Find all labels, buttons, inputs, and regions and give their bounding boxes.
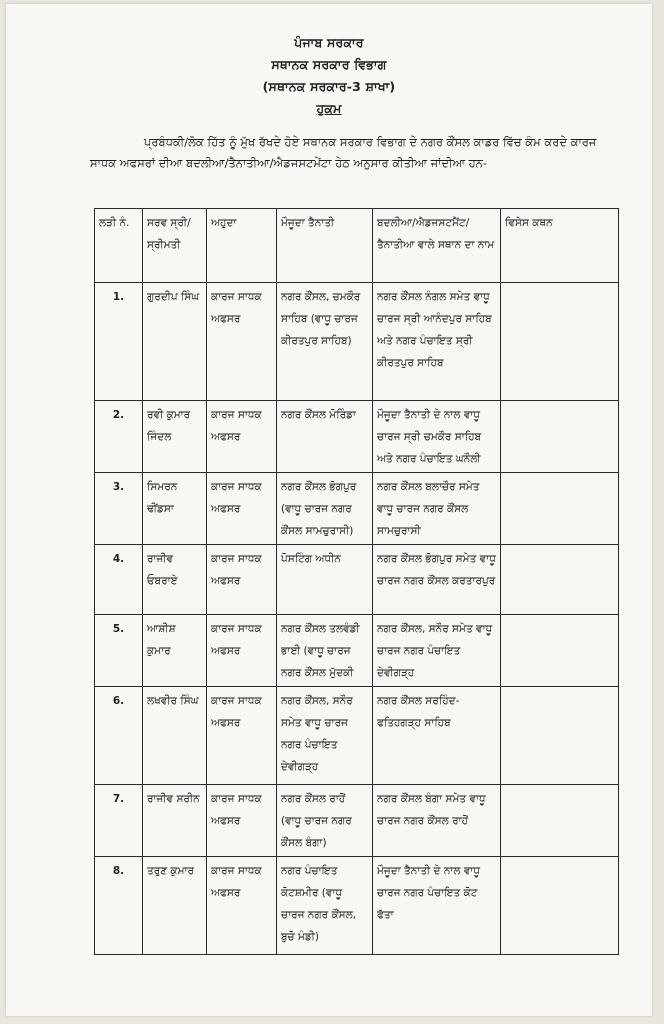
cell-current-posting: ਨਗਰ ਕੌਂਸਲ ਤਲਵੰਡੀ ਭਾਈ (ਵਾਧੂ ਚਾਰਜ ਨਗਰ ਕੌਂਸਲ ਮੁੱਦਕੀ <box>277 615 373 687</box>
cell-designation: ਕਾਰਜ ਸਾਧਕ ਅਫਸਰ <box>207 401 277 473</box>
cell-current-posting: ਨਗਰ ਕੌਂਸਲ, ਚਮਕੌਰ ਸਾਹਿਬ (ਵਾਧੂ ਚਾਰਜ ਕੀਰਤਪੁਰ ਸਾਹਿਬ) <box>277 283 373 401</box>
table-row <box>95 615 619 687</box>
column-header-new-posting: ਬਦਲੀਆ/ਐਡਜਸਟਮੈਂਟ/ ਤੈਨਾਤੀਆ ਵਾਲੇ ਸਥਾਨ ਦਾ ਨਾਮ <box>373 209 501 283</box>
cell-current-posting: ਨਗਰ ਪੰਚਾਇਤ ਕੋਟਸ਼ਮੀਰ (ਵਾਧੂ ਚਾਰਜ ਨਗਰ ਕੌਂਸਲ, ਬੁਚੋ ਮੰਡੀ) <box>277 857 373 955</box>
government-title: ਪੰਜਾਬ ਸਰਕਾਰ <box>294 35 364 50</box>
intro-paragraph: ਪ੍ਰਬੰਧਕੀ/ਲੋਕ ਹਿੱਤ ਨੂੰ ਮੁੱਖ ਰੱਖਦੇ ਹੋਏ ਸਥਾਨਕ ਸਰਕਾਰ ਵਿਭਾਗ ਦੇ ਨਗਰ ਕੌਂਸਲ ਕਾਡਰ ਵਿੱਚ ਕੰਮ ਕਰਦੇ ਕਾਰਜ ਸਾਧਕ ਅਫਸਰਾਂ ਦੀਆ ਬਦਲੀਆ/ਤੈਨਾਤੀਆ/ਐਡਜਸਟਮੇਂਟਾ ਹੇਠ ਅਨੁਸਾਰ ਕੀਤੀਆ ਜਾਂਦੀਆ ਹਨ- <box>90 135 597 170</box>
cell-remarks <box>501 687 619 785</box>
table-row <box>95 473 619 545</box>
cell-remarks <box>501 545 619 615</box>
table-row <box>95 785 619 857</box>
cell-sno: 1. <box>95 283 143 401</box>
cell-sno: 7. <box>95 785 143 857</box>
cell-name: ਆਸ਼ੀਸ਼ ਕੁਮਾਰ <box>143 615 207 687</box>
cell-name: ਰਾਜੀਵ ਸਰੀਨ <box>143 785 207 857</box>
cell-designation: ਕਾਰਜ ਸਾਧਕ ਅਫਸਰ <box>207 687 277 785</box>
cell-designation: ਕਾਰਜ ਸਾਧਕ ਅਫਸਰ <box>207 283 277 401</box>
cell-remarks <box>501 615 619 687</box>
cell-designation: ਕਾਰਜ ਸਾਧਕ ਅਫਸਰ <box>207 785 277 857</box>
order-title: ਹੁਕਮ <box>316 101 342 116</box>
table-row <box>95 687 619 785</box>
cell-current-posting: ਪੋਸਟਿੰਗ ਅਧੀਨ <box>277 545 373 615</box>
column-header-designation: ਅਹੁਦਾ <box>207 209 277 283</box>
cell-new-posting: ਨਗਰ ਕੌਂਸਲ ਨੰਗਲ ਸਮੇਤ ਵਾਧੂ ਚਾਰਜ ਸ੍ਰੀ ਆਨੰਦਪੁਰ ਸਾਹਿਬ ਅਤੇ ਨਗਰ ਪੰਚਾਇਤ ਸ੍ਰੀ ਕੀਰਤਪੁਰ ਸਾਹਿਬ <box>373 283 501 401</box>
cell-designation: ਕਾਰਜ ਸਾਧਕ ਅਫਸਰ <box>207 857 277 955</box>
cell-new-posting: ਨਗਰ ਕੌਂਸਲ, ਸਨੌਰ ਸਮੇਤ ਵਾਧੂ ਚਾਰਜ ਨਗਰ ਪੰਚਾਇਤ ਦੇਵੀਗੜ੍ਹ <box>373 615 501 687</box>
table-row <box>95 401 619 473</box>
cell-current-posting: ਨਗਰ ਕੌਂਸਲ, ਸਨੌਰ ਸਮੇਤ ਵਾਧੂ ਚਾਰਜ ਨਗਰ ਪੰਚਾਇਤ ਦੇਵੀਗੜ੍ਹ <box>277 687 373 785</box>
table-header-row <box>95 209 619 283</box>
cell-sno: 5. <box>95 615 143 687</box>
department-title: ਸਥਾਨਕ ਸਰਕਾਰ ਵਿਭਾਗ <box>271 57 387 72</box>
column-header-sno: ਲੜੀ ਨੰ. <box>95 209 143 283</box>
cell-remarks <box>501 401 619 473</box>
cell-sno: 2. <box>95 401 143 473</box>
cell-current-posting: ਨਗਰ ਕੌਂਸਲ ਰਾਹੋਂ (ਵਾਧੂ ਚਾਰਜ ਨਗਰ ਕੌਂਸਲ ਬੰਗਾ) <box>277 785 373 857</box>
cell-current-posting: ਨਗਰ ਕੌਂਸਲ ਭੋਗਪੁਰ (ਵਾਧੂ ਚਾਰਜ ਨਗਰ ਕੌਂਸਲ ਸਾਮਚੁਰਾਸੀ) <box>277 473 373 545</box>
cell-new-posting: ਨਗਰ ਕੌਂਸਲ ਭੋਗਪੁਰ ਸਮੇਤ ਵਾਧੂ ਚਾਰਜ ਨਗਰ ਕੌਂਸਲ ਕਰਤਾਰਪੁਰ <box>373 545 501 615</box>
cell-remarks <box>501 473 619 545</box>
document-header <box>6 32 652 120</box>
cell-current-posting: ਨਗਰ ਕੌਂਸਲ ਮੋਰਿੰਡਾ <box>277 401 373 473</box>
column-header-name: ਸਰਵ ਸ੍ਰੀ/ਸ੍ਰੀਮਤੀ <box>143 209 207 283</box>
cell-remarks <box>501 283 619 401</box>
cell-new-posting: ਮੌਜੂਦਾ ਤੈਨਾਤੀ ਦੇ ਨਾਲ ਵਾਧੂ ਚਾਰਜ ਨਗਰ ਪੰਚਾਇਤ ਕੋਟ ਫੱਤਾ <box>373 857 501 955</box>
cell-sno: 3. <box>95 473 143 545</box>
cell-new-posting: ਨਗਰ ਕੌਂਸਲ ਸਰਹਿੰਦ-ਫਤਿਹਗੜ੍ਹ ਸਾਹਿਬ <box>373 687 501 785</box>
column-header-remarks: ਵਿਸੇਸ ਕਥਨ <box>501 209 619 283</box>
cell-sno: 4. <box>95 545 143 615</box>
cell-remarks <box>501 857 619 955</box>
cell-name: ਰਾਜੀਵ ਓਬਰਾਏ <box>143 545 207 615</box>
branch-title: (ਸਥਾਨਕ ਸਰਕਾਰ-3 ਸ਼ਾਖਾ) <box>262 79 396 94</box>
cell-new-posting: ਨਗਰ ਕੌਂਸਲ ਬੰਗਾ ਸਮੇਤ ਵਾਧੂ ਚਾਰਜ ਨਗਰ ਕੌਂਸਲ ਰਾਹੋਂ <box>373 785 501 857</box>
table-row <box>95 857 619 955</box>
cell-new-posting: ਨਗਰ ਕੌਂਸਲ ਬਲਾਚੌਰ ਸਮੇਤ ਵਾਧੂ ਚਾਰਜ ਨਗਰ ਕੌਂਸਲ ਸਾਮਚੁਰਾਸੀ <box>373 473 501 545</box>
document-page <box>6 4 652 1016</box>
transfer-table <box>94 208 619 955</box>
cell-new-posting: ਮੌਜੂਦਾ ਤੈਨਾਤੀ ਦੇ ਨਾਲ ਵਾਧੂ ਚਾਰਜ ਸ੍ਰੀ ਚਮਕੌਰ ਸਾਹਿਬ ਅਤੇ ਨਗਰ ਪੰਚਾਇਤ ਘਨੌਲੀ <box>373 401 501 473</box>
cell-name: ਸਿਮਰਨ ਢੀਂਡਸਾ <box>143 473 207 545</box>
cell-designation: ਕਾਰਜ ਸਾਧਕ ਅਫਸਰ <box>207 473 277 545</box>
column-header-current-posting: ਮੌਜੂਦਾ ਤੈਨਾਤੀ <box>277 209 373 283</box>
table-row <box>95 545 619 615</box>
cell-name: ਲਖਵੀਰ ਸਿੰਘ <box>143 687 207 785</box>
cell-remarks <box>501 785 619 857</box>
cell-sno: 8. <box>95 857 143 955</box>
cell-name: ਤਰੁਣ ਕੁਮਾਰ <box>143 857 207 955</box>
cell-designation: ਕਾਰਜ ਸਾਧਕ ਅਫਸਰ <box>207 615 277 687</box>
table-row <box>95 283 619 401</box>
cell-name: ਰਵੀ ਕੁਮਾਰ ਜਿੰਦਲ <box>143 401 207 473</box>
cell-name: ਗੁਰਦੀਪ ਸਿੰਘ <box>143 283 207 401</box>
cell-sno: 6. <box>95 687 143 785</box>
cell-designation: ਕਾਰਜ ਸਾਧਕ ਅਫਸਰ <box>207 545 277 615</box>
